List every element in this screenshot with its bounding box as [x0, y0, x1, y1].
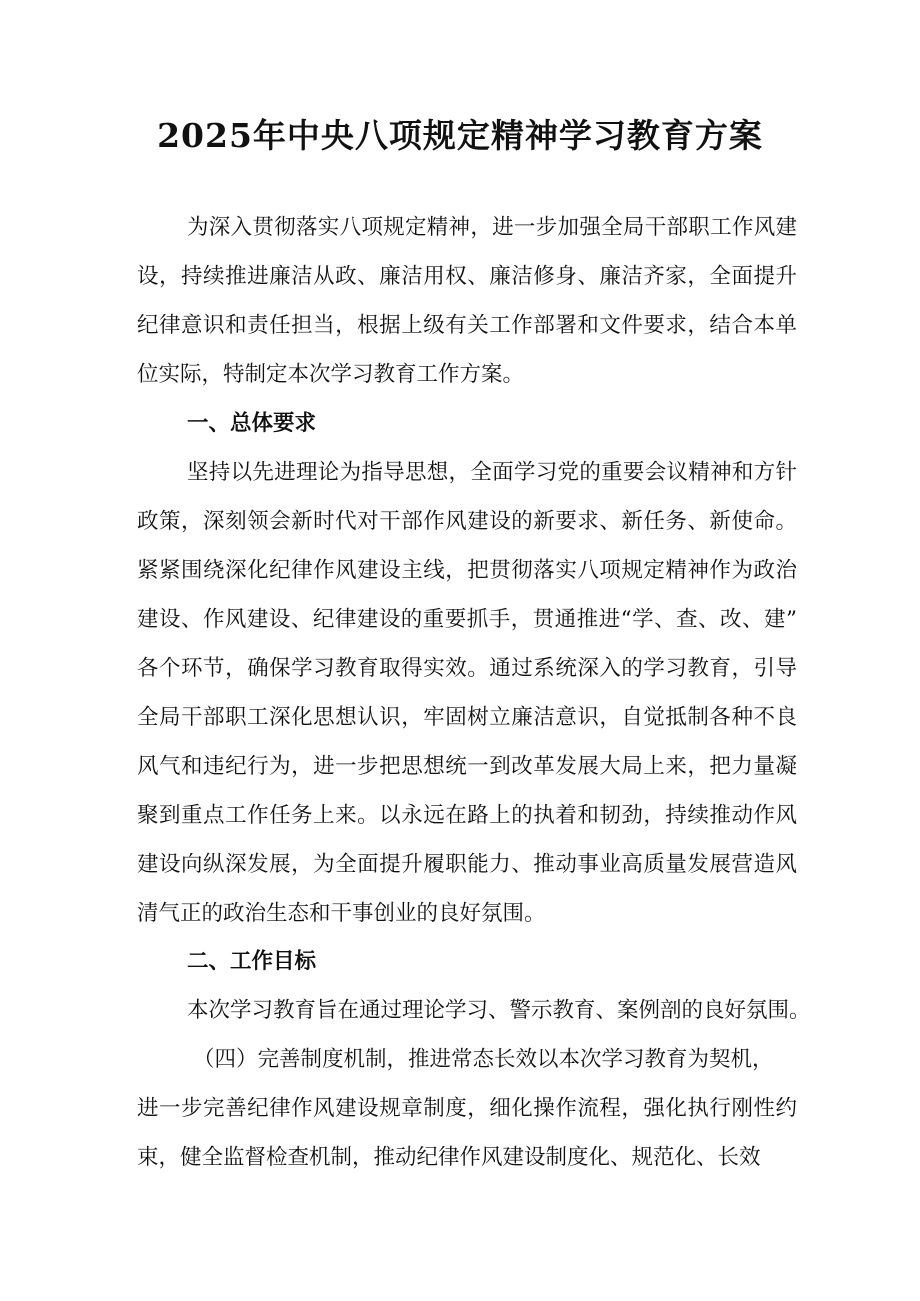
- paragraph-line: 聚到重点工作任务上来。以永远在路上的执着和韧劲，持续推动作风: [137, 803, 797, 828]
- paragraph-line: 政策，深刻领会新时代对干部作风建设的新要求、新任务、新使命。: [137, 509, 797, 534]
- document-title: 2025年中央八项规定精神学习教育方案: [157, 116, 763, 155]
- paragraph-line: 建设、作风建设、纪律建设的重要抓手，贯通推进“学、查、改、建”: [137, 607, 797, 632]
- paragraph-line: 束，健全监督检查机制，推动纪律作风建设制度化、规范化、长效: [137, 1145, 761, 1170]
- paragraph-line: 为深入贯彻落实八项规定精神，进一步加强全局干部职工作风建: [187, 215, 797, 240]
- paragraph-line: 坚持以先进理论为指导思想，全面学习党的重要会议精神和方针: [187, 460, 797, 485]
- paragraph-line: 清气正的政治生态和干事创业的良好氛围。: [137, 901, 546, 926]
- paragraph-line: 全局干部职工深化思想认识，牢固树立廉洁意识，自觉抵制各种不良: [137, 705, 797, 730]
- paragraph-line: 各个环节，确保学习教育取得实效。通过系统深入的学习教育，引导: [137, 656, 797, 681]
- paragraph-line: 紧紧围绕深化纪律作风建设主线，把贯彻落实八项规定精神作为政治: [137, 558, 797, 583]
- paragraph-line: 风气和违纪行为，进一步把思想统一到改革发展大局上来，把力量凝: [137, 754, 797, 779]
- paragraph-line: 进一步完善纪律作风建设规章制度，细化操作流程，强化执行刚性约: [137, 1096, 797, 1121]
- paragraph-line: 本次学习教育旨在通过理论学习、警示教育、案例剖的良好氛围。: [187, 998, 811, 1023]
- paragraph-line: 设，持续推进廉洁从政、廉洁用权、廉洁修身、廉洁齐家，全面提升: [137, 264, 797, 289]
- paragraph-line: 位实际，特制定本次学习教育工作方案。: [137, 362, 525, 387]
- paragraph-line: 建设向纵深发展，为全面提升履职能力、推动事业高质量发展营造风: [137, 852, 797, 877]
- paragraph-line: 纪律意识和责任担当，根据上级有关工作部署和文件要求，结合本单: [137, 313, 797, 338]
- section-heading: 二、工作目标: [187, 949, 317, 974]
- section-heading: 一、总体要求: [187, 411, 317, 436]
- paragraph-line: （四）完善制度机制，推进常态长效以本次学习教育为契机，: [193, 1047, 774, 1072]
